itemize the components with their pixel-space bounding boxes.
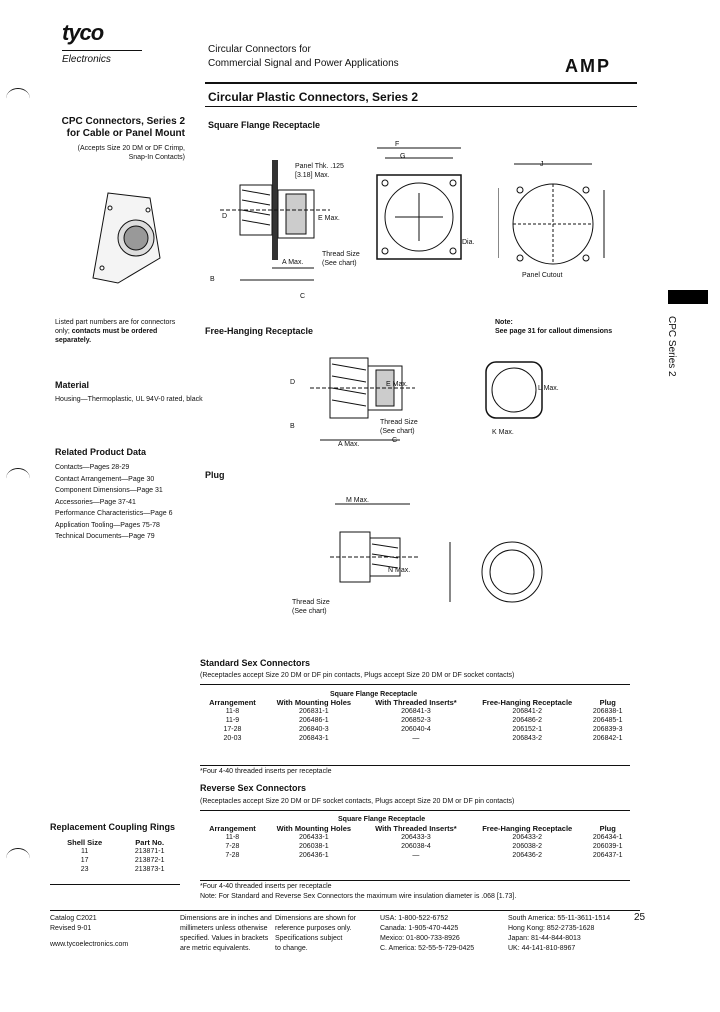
related-item: Contacts—Pages 28-29	[55, 464, 130, 471]
col-threaded-inserts: With Threaded Inserts*	[375, 824, 457, 833]
col-plug: Plug	[599, 698, 616, 707]
free-hanging-title: Free-Hanging Receptacle	[205, 326, 314, 336]
punch-hole	[6, 848, 30, 869]
logo-subtitle: Electronics	[62, 54, 111, 65]
table-row: 11-8 206831-1 206841-3 206841-2 206838-1	[225, 708, 623, 715]
standard-sex-title: Standard Sex Connectors	[200, 658, 311, 668]
table-header-row	[200, 698, 630, 707]
punch-hole	[6, 88, 30, 109]
free-hanging-front-view	[482, 358, 552, 428]
reverse-sex-title: Reverse Sex Connectors	[200, 783, 307, 793]
square-flange-front-view	[375, 140, 465, 265]
related-item: Accessories—Page 37-41	[55, 498, 136, 506]
related-item: Contact Arrangement—Page 30	[55, 475, 155, 483]
related-list	[55, 462, 205, 543]
connector-photo	[88, 188, 168, 288]
col-free-hanging: Free-Hanging Receptacle	[482, 824, 573, 833]
table-row: 23 213873-1	[80, 866, 165, 873]
table-row: 11-8 206433-1 206433-3 206433-2 206434-1	[225, 834, 623, 841]
website-link[interactable]: www.tycoelectronics.com	[50, 941, 129, 948]
label-j: J	[540, 161, 544, 168]
footer-reference: Dimensions are shown for reference purposes only. Specifications subject to change.	[275, 915, 356, 952]
header-title-2: Commercial Signal and Power Applications	[208, 58, 399, 69]
col-arrangement: Arrangement	[209, 824, 256, 833]
standard-group-header: Square Flange Receptacle	[330, 691, 418, 698]
free-label-l: L Max.	[538, 385, 559, 392]
free-label-e: E Max.	[386, 381, 408, 388]
plug-thread-size: Thread Size (See chart)	[292, 599, 330, 615]
related-item: Performance Characteristics—Page 6	[55, 510, 173, 517]
table-row: 11-9 206486-1 206852-3 206486-2 206485-1	[225, 717, 623, 724]
table-row: 11 213871-1	[81, 848, 165, 855]
footer-contacts-2: South America: 55-11-3611-1514 Hong Kong: 852-2735-1628 Japan: 81-44-844-8013 UK: 44-141-810-8967	[508, 915, 611, 952]
tyco-logo: tyco	[62, 20, 104, 45]
note-text: See page 31 for callout dimensions	[495, 328, 613, 335]
label-e: E Max.	[318, 215, 340, 222]
table-header-row	[200, 824, 630, 833]
reverse-group-header: Square Flange Receptacle	[338, 816, 426, 823]
table-header-row	[50, 838, 180, 847]
reverse-sex-subtitle: (Receptacles accept Size 20 DM or DF socket contacts, Plugs accept Size 20 DM or DF pin contacts)	[200, 798, 515, 805]
standard-sex-subtitle: (Receptacles accept Size 20 DM or DF pin contacts, Plugs accept Size 20 DM or DF socket contacts)	[200, 672, 515, 679]
square-flange-title: Square Flange Receptacle	[208, 120, 321, 130]
table-row: 7-28 206038-1 206038-4 206038-2 206039-1	[225, 843, 623, 850]
col-free-hanging: Free-Hanging Receptacle	[482, 698, 573, 707]
col-threaded-inserts: With Threaded Inserts*	[375, 698, 457, 707]
col-shell-size: Shell Size	[67, 838, 103, 847]
col-arrangement: Arrangement	[209, 698, 256, 707]
label-a: A Max.	[282, 259, 304, 266]
listed-note: Listed part numbers are for connectors only; contacts must be ordered separately.	[55, 319, 176, 344]
coupling-rings-title: Replacement Coupling Rings	[50, 822, 176, 832]
free-label-d: D	[290, 379, 296, 386]
free-thread-size: Thread Size (See chart)	[380, 419, 418, 435]
reverse-note: Note: For Standard and Reverse Sex Connectors the maximum wire insulation diameter is .068 [1.73].	[200, 893, 517, 900]
punch-hole	[6, 468, 30, 489]
material-heading: Material	[55, 380, 90, 390]
col-mounting-holes: With Mounting Holes	[276, 698, 352, 707]
label-d: D	[222, 213, 228, 220]
panel-thickness-label: Panel Thk. .125 [3.18] Max.	[295, 163, 344, 179]
footer-contacts-1: USA: 1-800-522-6752 Canada: 1-905-470-4425 Mexico: 01-800-733-8926 C. America: 52-55-5-729-0425	[380, 915, 475, 952]
panel-cutout-label: Panel Cutout	[522, 272, 563, 279]
table-row: 7-28 206436-1 — 206436-2 206437-1	[225, 852, 623, 859]
panel-cutout-view	[498, 158, 618, 268]
reverse-sex-table	[200, 824, 630, 860]
label-g: G	[400, 153, 406, 160]
related-item: Component Dimensions—Page 31	[55, 487, 163, 494]
reverse-footnote: *Four 4-40 threaded inserts per receptacle	[200, 883, 332, 890]
standard-footnote: *Four 4-40 threaded inserts per receptacle	[200, 768, 332, 775]
related-item: Technical Documents—Page 79	[55, 533, 155, 540]
standard-sex-table	[200, 698, 630, 743]
plug-view	[330, 500, 550, 610]
table-row: 17-28 206840-3 206040-4 206152-1 206839-3	[223, 726, 623, 733]
free-label-c: C	[392, 437, 398, 444]
table-row: 20-03 206843-1 — 206843-2 206842-1	[223, 735, 623, 742]
plug-label-n: N Max.	[388, 567, 411, 574]
table-row: 17 213872-1	[80, 857, 165, 864]
side-tab-label: CPC Series 2	[666, 316, 677, 377]
sidebar-heading: CPC Connectors, Series 2 for Cable or Panel Mount	[61, 116, 185, 139]
col-part-no: Part No.	[135, 838, 165, 847]
amp-brand: AMP	[565, 56, 611, 76]
coupling-rings-table	[50, 838, 180, 874]
header-title-1: Circular Connectors for	[208, 44, 311, 55]
section-title: Circular Plastic Connectors, Series 2	[208, 90, 419, 104]
free-label-a: A Max.	[338, 441, 360, 448]
label-f: F	[395, 141, 400, 148]
thread-size-label: Thread Size (See chart)	[322, 251, 360, 267]
plug-title: Plug	[205, 470, 225, 480]
plug-label-m: M Max.	[346, 497, 369, 504]
free-label-b: B	[290, 423, 295, 430]
dia-label: Dia.	[462, 239, 475, 246]
side-tab	[668, 290, 708, 304]
label-b: B	[210, 276, 215, 283]
col-plug: Plug	[599, 824, 616, 833]
related-heading: Related Product Data	[55, 447, 147, 457]
page-number: 25	[634, 912, 646, 923]
material-text: Housing—Thermoplastic, UL 94V-0 rated, black	[55, 396, 203, 403]
col-mounting-holes: With Mounting Holes	[276, 824, 352, 833]
free-label-k: K Max.	[492, 429, 514, 436]
label-c: C	[300, 293, 306, 300]
footer-catalog: Catalog C2021 Revised 9-01 www.tycoelectronics.com	[50, 915, 129, 948]
sidebar-subtext: (Accepts Size 20 DM or DF Crimp, Snap-In Contacts)	[77, 145, 185, 161]
footer-dimensions: Dimensions are in inches and millimeters unless otherwise specified. Values in brackets are metric equivalents.	[180, 915, 272, 952]
related-item: Application Tooling—Pages 75-78	[55, 521, 160, 529]
note-label: Note:	[495, 319, 513, 326]
